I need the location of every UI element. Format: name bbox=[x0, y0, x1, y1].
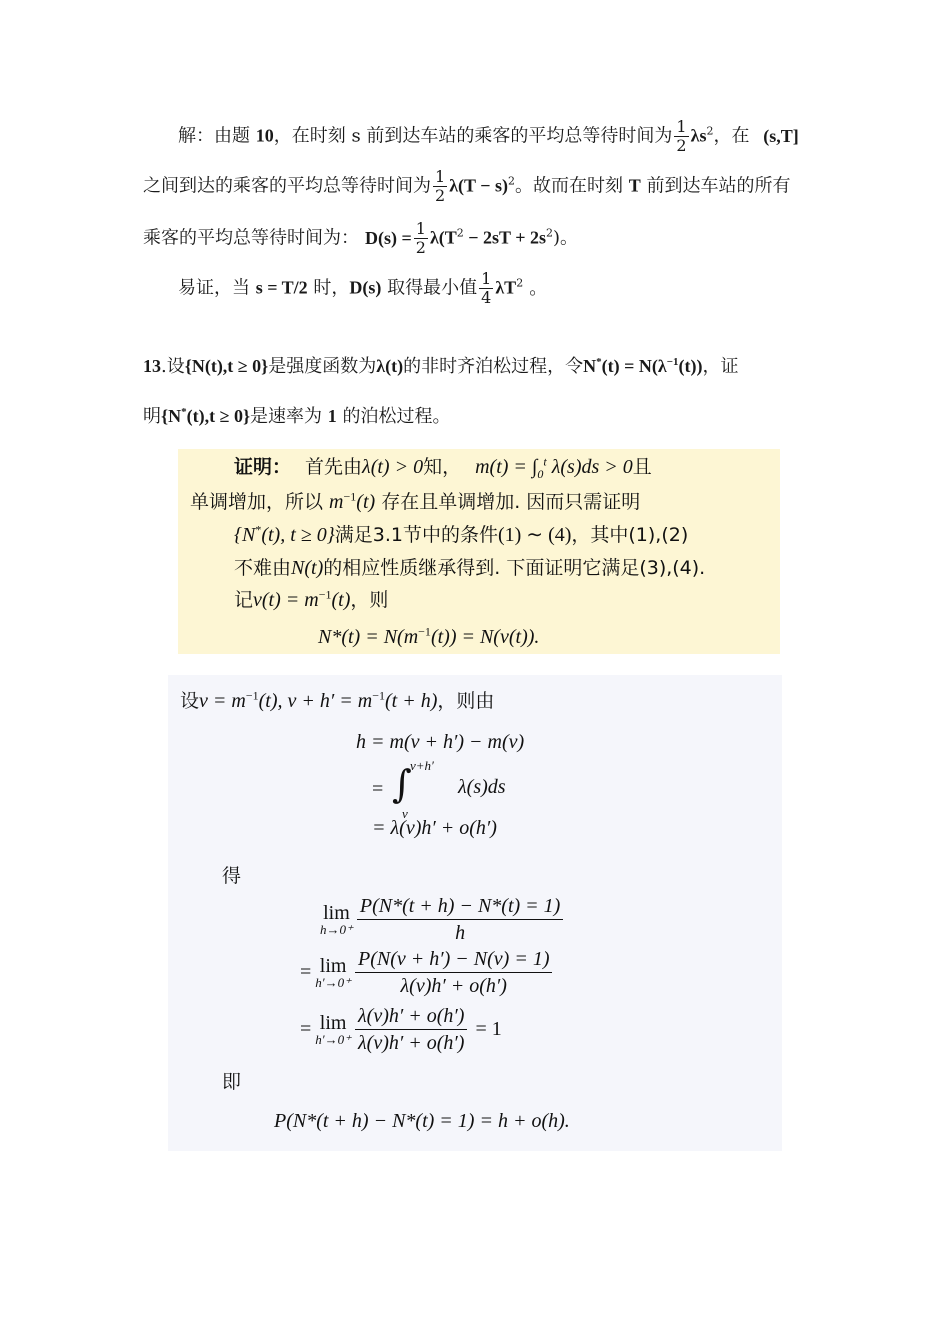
text: 是速率为 bbox=[250, 406, 328, 427]
numerator: 1 bbox=[676, 117, 687, 136]
text: 得 bbox=[222, 865, 242, 887]
subscript: 0 bbox=[537, 466, 544, 481]
math: N*(t) = N(m bbox=[318, 626, 419, 648]
text: 解：由题 bbox=[178, 125, 256, 147]
lim-sub: h→0⁺ bbox=[320, 921, 353, 937]
text: 即 bbox=[222, 1071, 242, 1093]
fraction bbox=[479, 270, 493, 307]
text: 满足3.1节中的条件 bbox=[334, 524, 498, 546]
superscript: −1 bbox=[418, 624, 431, 639]
numerator: 1 bbox=[481, 269, 492, 288]
math: 1 bbox=[327, 406, 337, 426]
math: λ(t) bbox=[376, 356, 404, 376]
numerator: 1 bbox=[415, 219, 426, 238]
text: 明 bbox=[143, 406, 161, 427]
text: ，其中(1),(2) bbox=[571, 524, 689, 546]
text: 之间到达的乘客的平均总等待时间为 bbox=[143, 175, 431, 197]
proof-line-6 bbox=[318, 626, 539, 649]
solution-line-4 bbox=[178, 270, 547, 307]
text: 前到达车站的所有 bbox=[640, 175, 791, 197]
math: (t), t ≥ 0} bbox=[261, 524, 335, 546]
text: 存在且单调增加. 因而只需证明 bbox=[375, 491, 641, 513]
text: 的泊松过程。 bbox=[336, 406, 451, 427]
lim: lim bbox=[319, 1011, 347, 1034]
math: (t) bbox=[331, 589, 351, 611]
superscript: −1 bbox=[372, 688, 385, 703]
math: − 2sT + 2s bbox=[463, 227, 546, 248]
proof-box bbox=[178, 449, 780, 654]
text: ，证 bbox=[702, 356, 739, 377]
math: N(t) bbox=[291, 557, 324, 579]
math: P(N*(t + h) − N*(t) = 1) = h + o(h). bbox=[274, 1110, 570, 1132]
math: m bbox=[329, 491, 344, 513]
text: )。 bbox=[553, 227, 579, 249]
problem-ref: 10 bbox=[255, 125, 274, 146]
lower-limit: v bbox=[402, 806, 408, 821]
math: (t),t ≥ 0} bbox=[186, 406, 251, 426]
text: 乘客的平均总等待时间为： bbox=[143, 227, 359, 249]
math: {N bbox=[161, 406, 182, 426]
math: (t)) = N(v(t)). bbox=[430, 626, 540, 648]
superscript: −1 bbox=[343, 489, 357, 504]
math: h = m(v + h′) − m(v) bbox=[356, 731, 525, 753]
lim: lim bbox=[319, 954, 347, 977]
integrand: λ(s)ds bbox=[458, 776, 506, 798]
text: 且 bbox=[632, 456, 652, 478]
equals: = bbox=[300, 1017, 312, 1040]
numerator: 1 bbox=[435, 167, 446, 186]
superscript: −1 bbox=[318, 587, 332, 602]
text: 取得最小值 bbox=[381, 277, 478, 299]
limit bbox=[315, 956, 351, 990]
numerator: λ(v)h′ + o(h′) bbox=[355, 1003, 467, 1030]
superscript: 2 bbox=[516, 276, 524, 290]
superscript: −1 bbox=[245, 688, 259, 703]
solution-line-2 bbox=[143, 168, 790, 205]
limit-line-2 bbox=[300, 946, 552, 999]
text: 是强度函数为 bbox=[268, 356, 377, 377]
fraction bbox=[357, 893, 563, 946]
text: 记 bbox=[234, 589, 254, 611]
text: ，则 bbox=[350, 589, 389, 611]
math: λ(t) > 0 bbox=[362, 456, 424, 478]
ji-label bbox=[222, 1067, 241, 1094]
superscript: t bbox=[543, 454, 547, 469]
text: 的非时齐泊松过程，令 bbox=[403, 356, 584, 377]
math: = λ(v)h′ + o(h′) bbox=[372, 817, 497, 839]
superscript: 2 bbox=[456, 226, 464, 240]
text: ，在时刻 s 前到达车站的乘客的平均总等待时间为 bbox=[273, 125, 673, 147]
text: 不难由 bbox=[234, 557, 292, 579]
text: ，则由 bbox=[437, 690, 495, 712]
limit-line-3 bbox=[300, 1003, 502, 1056]
text: 设 bbox=[180, 690, 200, 712]
proof-line-1 bbox=[234, 452, 652, 479]
fraction bbox=[355, 946, 552, 999]
lim-sub: h′→0⁺ bbox=[315, 974, 351, 990]
denominator: 2 bbox=[415, 238, 426, 257]
math: λ(T − s) bbox=[449, 175, 508, 196]
math: m(t) = ∫ bbox=[475, 456, 538, 478]
text: 单调增加，所以 bbox=[190, 491, 330, 513]
math: (s,T] bbox=[763, 125, 799, 146]
proof-line-3 bbox=[234, 520, 688, 547]
problem-13-line-1 bbox=[143, 352, 738, 378]
text: 。 bbox=[529, 277, 548, 299]
math: λs bbox=[690, 125, 707, 146]
superscript: 2 bbox=[507, 174, 515, 188]
solution-line-3 bbox=[143, 220, 578, 257]
limit-line-1 bbox=[320, 893, 563, 946]
math: T bbox=[628, 175, 641, 196]
numerator: P(N*(t + h) − N*(t) = 1) bbox=[357, 893, 563, 920]
text: 首先由 bbox=[305, 456, 363, 478]
proof-line-5 bbox=[234, 585, 388, 612]
math: {N(t),t ≥ 0} bbox=[184, 356, 269, 376]
proof-line-2 bbox=[190, 487, 640, 514]
text: ，在 bbox=[713, 125, 756, 147]
upper-limit: v+h′ bbox=[410, 758, 434, 773]
lim: lim bbox=[323, 901, 350, 924]
problem-13-line-2 bbox=[143, 402, 451, 428]
math: (t) = N(λ bbox=[601, 356, 667, 376]
math: v = m bbox=[199, 690, 246, 712]
math: λT bbox=[495, 277, 517, 298]
limit bbox=[320, 903, 353, 937]
numerator: P(N(v + h′) − N(v) = 1) bbox=[355, 946, 552, 973]
denominator: λ(v)h′ + o(h′) bbox=[358, 1032, 465, 1054]
problem-number: 13 bbox=[143, 356, 161, 376]
eq-h-line-3 bbox=[372, 817, 497, 840]
math: λ(T bbox=[429, 227, 457, 248]
derivation-line-1 bbox=[180, 686, 494, 713]
math: (t + h) bbox=[384, 690, 438, 712]
proof-line-4 bbox=[234, 553, 705, 580]
denominator: λ(v)h′ + o(h′) bbox=[400, 975, 507, 997]
limit bbox=[315, 1013, 351, 1047]
lim-sub: h′→0⁺ bbox=[315, 1031, 351, 1047]
math: {N bbox=[234, 524, 256, 546]
math: (t) bbox=[356, 491, 376, 513]
superscript: −1 bbox=[666, 356, 679, 368]
solution-line-1 bbox=[178, 118, 799, 155]
math: s = T/2 bbox=[255, 277, 308, 298]
equals: = bbox=[300, 960, 312, 983]
math: N bbox=[583, 356, 597, 376]
fraction bbox=[433, 168, 447, 205]
superscript: * bbox=[255, 522, 262, 537]
denominator: h bbox=[455, 922, 466, 944]
text: 的相应性质继承得到. 下面证明它满足(3),(4). bbox=[323, 557, 706, 579]
equals: = bbox=[372, 778, 384, 800]
math: D(s) bbox=[349, 277, 382, 298]
result: = 1 bbox=[475, 1018, 502, 1040]
denominator: 2 bbox=[676, 136, 687, 155]
superscript: 2 bbox=[706, 124, 714, 138]
math: λ(s)ds > 0 bbox=[546, 456, 633, 478]
fraction bbox=[414, 220, 428, 257]
text: 时， bbox=[307, 277, 350, 299]
proof-label: 证明： bbox=[234, 456, 292, 478]
text: 易证，当 bbox=[178, 277, 256, 299]
math: v(t) = m bbox=[253, 589, 319, 611]
text: 。故而在时刻 bbox=[514, 175, 629, 197]
denominator: 2 bbox=[435, 186, 446, 205]
math: (t)) bbox=[678, 356, 703, 376]
math: D(s) = bbox=[365, 227, 412, 248]
text: .设 bbox=[161, 356, 185, 377]
de-label bbox=[222, 861, 241, 888]
math: (1) ∼ (4) bbox=[497, 524, 572, 546]
fraction bbox=[355, 1003, 467, 1056]
fraction bbox=[674, 118, 688, 155]
integral-sign: ∫ bbox=[392, 762, 412, 806]
superscript: * bbox=[181, 406, 187, 418]
text: 知， bbox=[423, 456, 462, 478]
math: (t), v + h′ = m bbox=[258, 690, 373, 712]
eq-h-line-1 bbox=[356, 731, 524, 754]
superscript: 2 bbox=[546, 226, 553, 240]
final-equation bbox=[274, 1110, 570, 1133]
superscript: * bbox=[596, 356, 602, 368]
denominator: 4 bbox=[481, 288, 492, 307]
